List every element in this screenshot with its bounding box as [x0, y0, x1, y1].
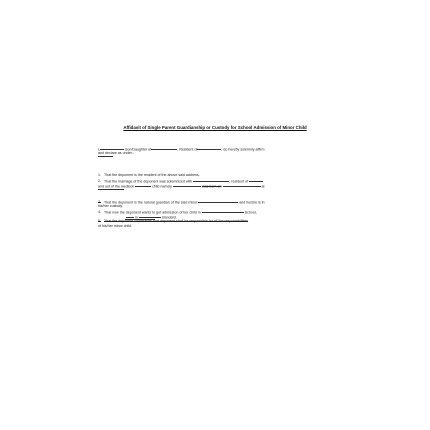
item-text: That now the deponent wants to get admission of her child in: [104, 210, 201, 215]
child-name-blank[interactable]: [173, 183, 201, 187]
underline-rule: [98, 189, 124, 190]
item-number: 2.: [98, 179, 101, 184]
item-5-line-2: [98, 224, 132, 229]
item-text: resident of: [231, 179, 249, 184]
item-text: That the deponent is the natural guardian of the said minor: [104, 200, 198, 205]
item-text: and out of the wedlock: [98, 184, 134, 189]
item-3-line-1: [98, 199, 265, 205]
item-text: and he/she is in: [239, 200, 265, 205]
item-text: of his/her minor child.: [98, 224, 133, 228]
item-5-line-1: [98, 219, 248, 224]
parent-name-blank[interactable]: [151, 146, 177, 150]
item-text: his/her custody.: [98, 204, 123, 208]
intro-son-daughter-of: Son/Daughter of: [125, 147, 152, 152]
spouse-name-blank[interactable]: [193, 178, 229, 182]
item-text: child namely: [151, 184, 172, 189]
item-text: That the deponent is the resident of the above said address.: [104, 173, 200, 177]
intro-i-label: I,: [98, 147, 100, 152]
school-name-blank[interactable]: [202, 209, 244, 213]
item-text: School,: [244, 210, 257, 215]
item-text: in: [135, 215, 138, 220]
spouse-address-blank[interactable]: [249, 178, 263, 182]
birth-date-blank[interactable]: [223, 183, 261, 187]
wedlock-blank[interactable]: [135, 183, 151, 187]
item-text: That the marriage of the deponent was solemnized with: [104, 179, 193, 184]
item-1: [98, 173, 200, 178]
item-number: 5.: [98, 219, 101, 223]
minor-name-blank[interactable]: [198, 199, 238, 203]
item-3-line-2: [98, 204, 123, 209]
item-text: was born on: [201, 184, 222, 189]
item-text: That the deponent undertakes that deponent shall be responsible for all the responsibilities: [104, 219, 249, 223]
item-number: 3.: [98, 200, 101, 205]
name-blank[interactable]: [100, 146, 124, 150]
item-text: at: [261, 184, 265, 189]
underline-rule: [98, 156, 113, 157]
item-4-line-1: [98, 209, 257, 215]
intro-declare: and declare as under:-: [98, 151, 134, 155]
intro-affirm: do hereby solemnly affirm: [223, 147, 265, 152]
item-text: standard.: [161, 215, 177, 220]
intro-resident-of: Resident of: [179, 147, 198, 152]
intro-line-1: I, Son/Daughter of , Resident of , do hereby solemnly affirm: [98, 147, 265, 152]
address-blank[interactable]: [197, 146, 221, 150]
item-number: 4.: [98, 210, 101, 215]
document-title: Affidavit of Single Parent Guardianship or Custody for School Admission of Minor Child: [123, 125, 307, 130]
item-number: 1.: [98, 173, 101, 177]
item-2-line-1: 2. That the marriage of the deponent was solemnized with , resident of: [98, 178, 263, 184]
